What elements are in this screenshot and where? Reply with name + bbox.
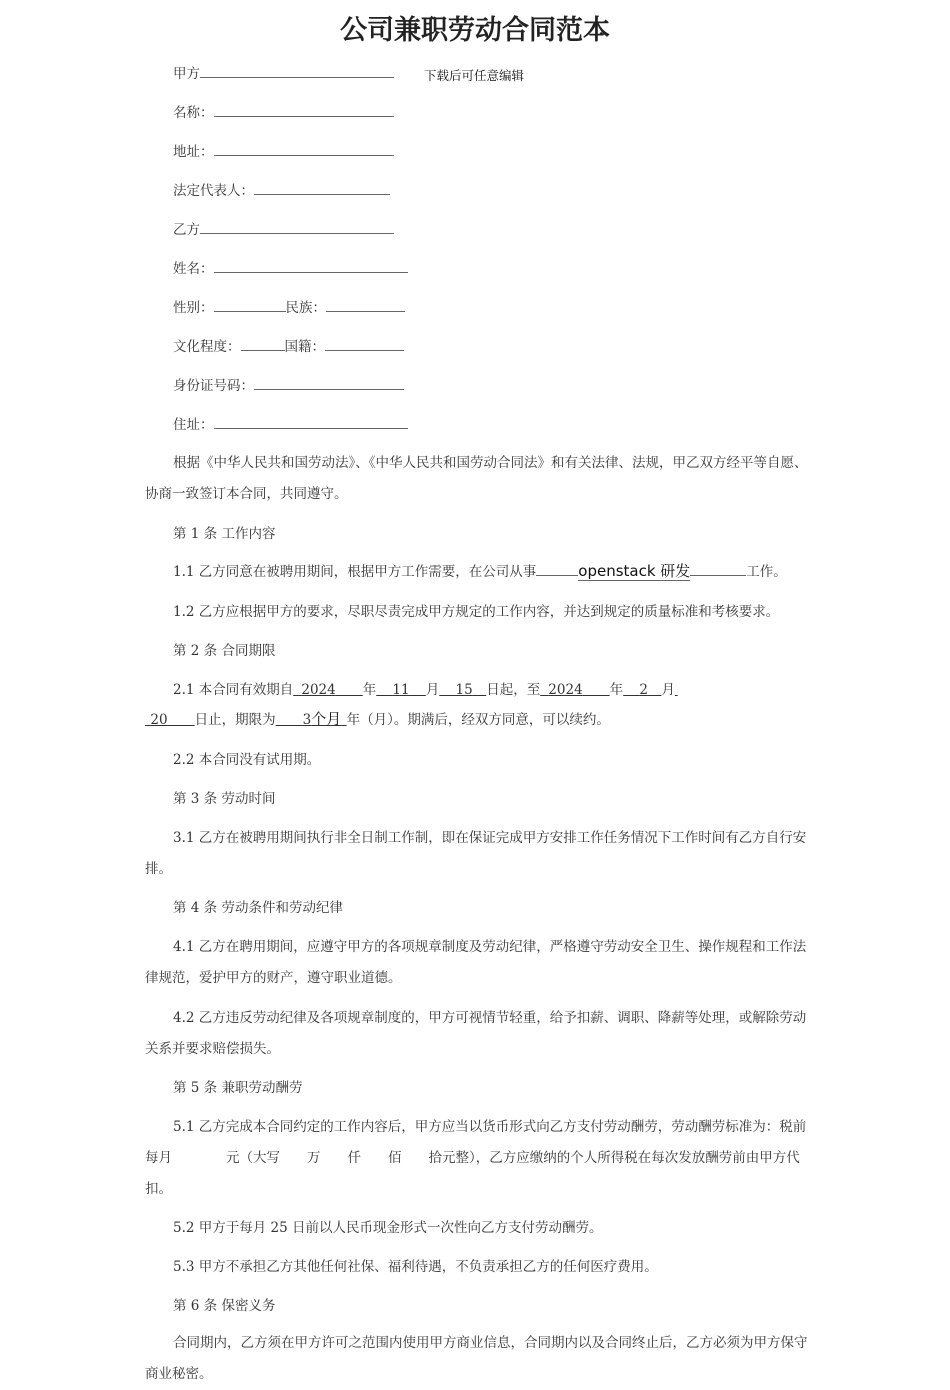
clause-2-1-start: 2.1 本合同有效期自	[173, 682, 294, 698]
clause-1-1-post: 工作。	[746, 564, 787, 580]
legal-rep-line	[173, 180, 390, 201]
clause-4-1: 4.1 乙方在聘用期间，应遵守甲方的各项规章制度及劳动纪律，严格遵守劳动安全卫生、操作规程和工作法律规范，爱护甲方的财产，遵守职业道德。	[145, 939, 807, 986]
party-a-line	[173, 63, 394, 84]
clause-4-2: 4.2 乙方违反劳动纪律及各项规章制度的，甲方可视情节轻重，给予扣薪、调职、降薪等处理，或解除劳动关系并要求赔偿损失。	[145, 1010, 807, 1057]
article-1-heading: 第 1 条 工作内容	[173, 526, 276, 542]
name-line	[173, 102, 394, 123]
gender-line	[173, 297, 405, 318]
document-title: 公司兼职劳动合同范本	[340, 15, 610, 46]
start-year	[293, 682, 362, 698]
clause-1-1	[173, 561, 787, 582]
month-label-1: 月	[425, 682, 440, 698]
person-name-line	[173, 258, 408, 279]
clause-5-3: 5.3 甲方不承担乙方其他任何社保、福利待遇，不负责承担乙方的任何医疗费用。	[173, 1259, 658, 1275]
end-month-value: 2	[639, 682, 648, 698]
person-name-blank	[214, 258, 408, 273]
address-blank	[214, 141, 394, 156]
end-day-value: 20	[150, 712, 168, 728]
ethnicity-blank	[326, 297, 405, 312]
clause-6: 合同期内，乙方须在甲方许可之范围内使用甲方商业信息，合同期内以及合同终止后，乙方必须为甲方保守商业秘密。	[145, 1335, 808, 1382]
legal-rep-label: 法定代表人：	[173, 183, 254, 199]
id-number-label: 身份证号码：	[173, 378, 254, 394]
clause-1-2: 1.2 乙方应根据甲方的要求，尽职尽责完成甲方规定的工作内容，并达到规定的质量标准和考核要求。	[173, 604, 780, 620]
clause-1-1-pre: 1.1 乙方同意在被聘用期间，根据甲方工作需要，在公司从事	[173, 564, 537, 580]
start-day	[439, 682, 486, 698]
party-b-label: 乙方	[173, 222, 200, 238]
clause-2-1-from: 日起，至	[486, 682, 541, 698]
residence-blank	[214, 414, 408, 429]
term	[276, 712, 347, 728]
month-label-2: 月	[661, 682, 675, 698]
end-day	[145, 712, 195, 728]
ethnicity-label: 民族：	[285, 300, 326, 316]
year-label-2: 年	[609, 682, 624, 698]
start-year-value: 2024	[301, 682, 336, 698]
year-label-1: 年	[362, 682, 377, 698]
start-month-value: 11	[392, 682, 410, 698]
party-b-line	[173, 219, 394, 240]
start-day-value: 15	[455, 682, 473, 698]
clause-1-1-blank-left	[536, 561, 578, 576]
gender-blank	[214, 297, 286, 312]
clause-2-1-end: 年（月）。期满后，经双方同意，可以续约。	[346, 712, 610, 728]
clause-3-1: 3.1 乙方在被聘用期间执行非全日制工作制，即在保证完成甲方安排工作任务情况下工作时间有乙方自行安排。	[145, 830, 807, 877]
clause-2-1-line-1	[173, 680, 678, 700]
clause-5-1: 5.1 乙方完成本合同约定的工作内容后，甲方应当以货币形式向乙方支付劳动酬劳，劳动酬劳标准为：税前每月 元（大写 万 仟 佰 拾元整），乙方应缴纳的个人所得税在每次发放酬劳前由甲方代扣。	[145, 1119, 807, 1197]
intro-paragraph: 根据《中华人民共和国劳动法》、《中华人民共和国劳动合同法》和有关法律、法规，甲乙双方经平等自愿、协商一致签订本合同，共同遵守。	[145, 455, 808, 502]
article-4-heading: 第 4 条 劳动条件和劳动纪律	[173, 900, 343, 916]
article-3-heading: 第 3 条 劳动时间	[173, 791, 276, 807]
party-a-label: 甲方	[173, 66, 200, 82]
clause-1-1-job: openstack 研发	[578, 562, 691, 580]
education-label: 文化程度：	[173, 339, 241, 355]
clause-5-2: 5.2 甲方于每月 25 日前以人民币现金形式一次性向乙方支付劳动酬劳。	[173, 1220, 603, 1236]
nationality-blank	[325, 336, 404, 351]
end-month	[623, 682, 661, 698]
clause-2-1-line-2	[145, 709, 610, 730]
article-2-heading: 第 2 条 合同期限	[173, 643, 276, 659]
article-5-heading: 第 5 条 兼职劳动酬劳	[173, 1080, 303, 1096]
start-month	[376, 682, 426, 698]
end-month-tail	[675, 682, 678, 698]
id-number-line	[173, 375, 404, 396]
name-blank	[214, 102, 394, 117]
clause-2-2: 2.2 本合同没有试用期。	[173, 752, 321, 768]
end-year	[540, 682, 609, 698]
education-line	[173, 336, 404, 357]
gender-label: 性别：	[173, 300, 214, 316]
article-6-heading: 第 6 条 保密义务	[173, 1298, 276, 1314]
person-name-label: 姓名：	[173, 261, 214, 277]
clause-1-1-blank-right	[690, 561, 746, 576]
address-line	[173, 141, 394, 162]
nationality-label: 国籍：	[284, 339, 325, 355]
residence-line	[173, 414, 408, 435]
residence-label: 住址：	[173, 417, 214, 433]
term-unit: 个月	[311, 710, 342, 728]
term-number: 3	[302, 712, 312, 728]
name-label: 名称：	[173, 105, 214, 121]
legal-rep-blank	[254, 180, 390, 195]
education-blank	[241, 336, 285, 351]
end-year-value: 2024	[548, 682, 583, 698]
party-a-blank	[200, 63, 394, 78]
clause-2-1-until: 日止，期限为	[194, 712, 276, 728]
id-number-blank	[254, 375, 404, 390]
edit-note: 下载后可任意编辑	[424, 68, 525, 83]
party-b-blank	[200, 219, 394, 234]
address-label: 地址：	[173, 144, 214, 160]
